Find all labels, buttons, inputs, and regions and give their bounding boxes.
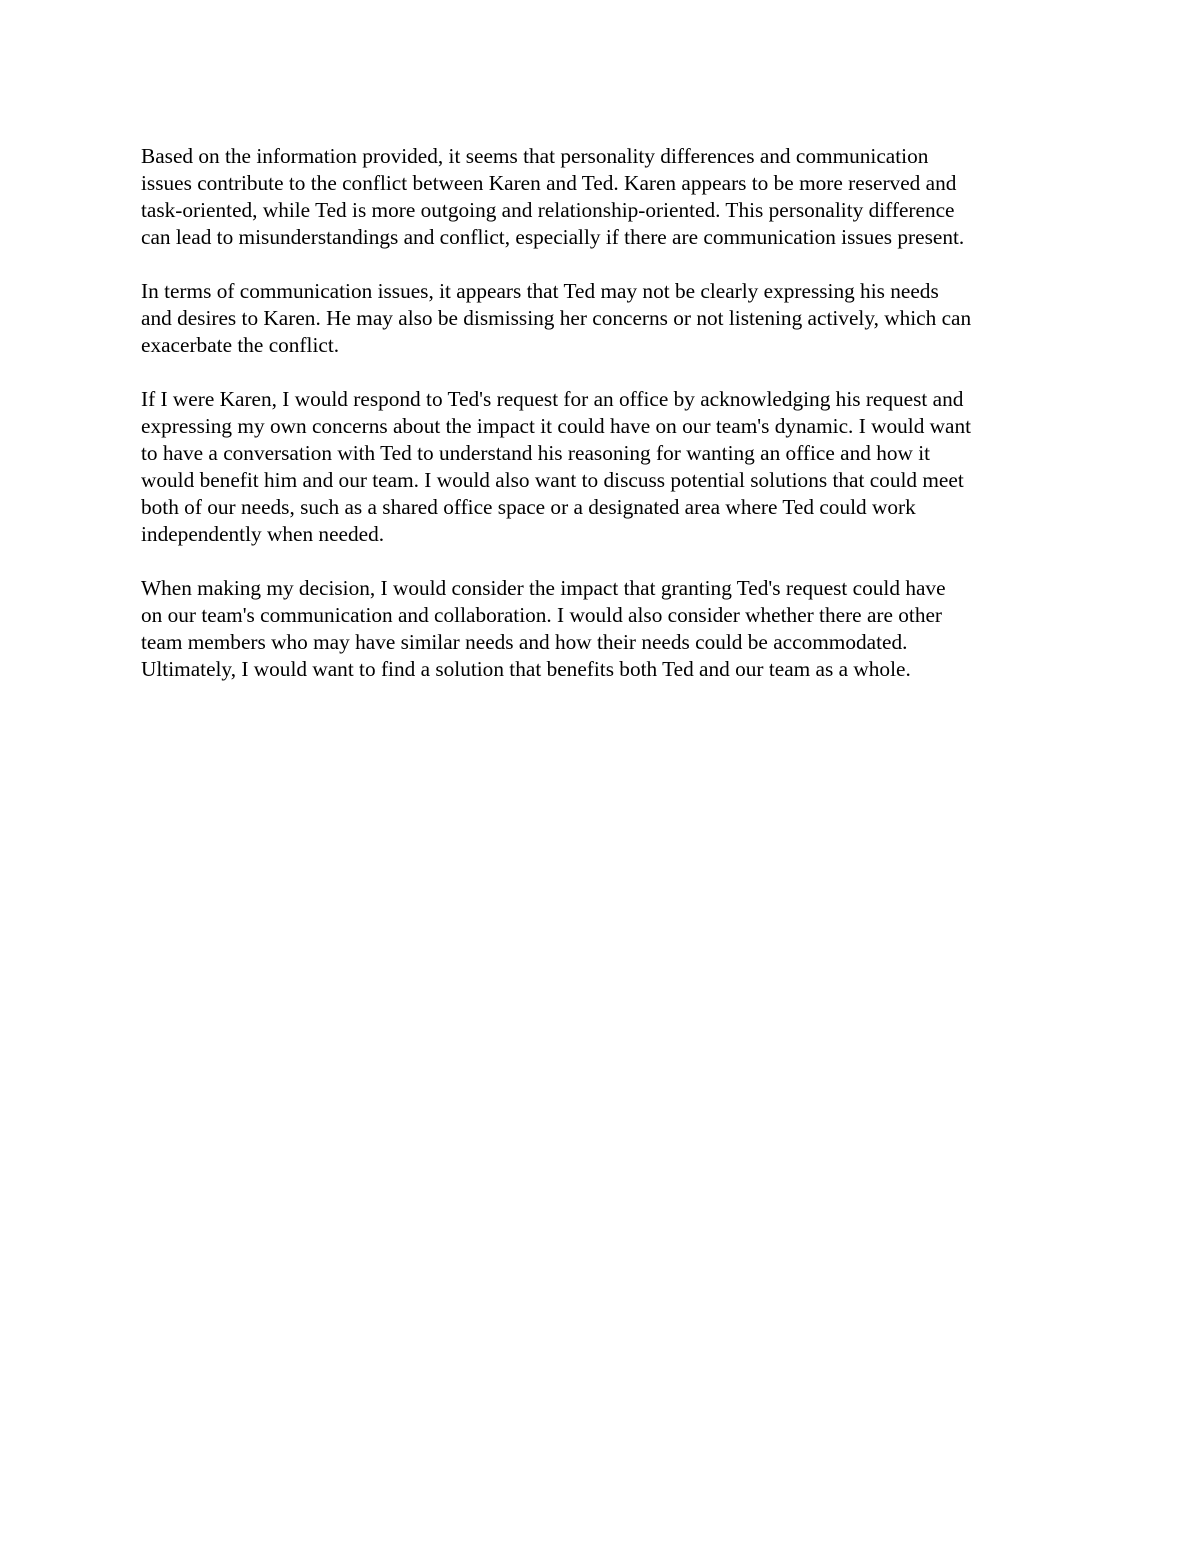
paragraph-1 — [141, 143, 1066, 251]
text-line: to have a conversation with Ted to understand his reasoning for wanting an office and how it — [141, 441, 931, 465]
text-line: In terms of communication issues, it appears that Ted may not be clearly expressing his needs — [141, 279, 939, 303]
text-line: both of our needs, such as a shared office space or a designated area where Ted could work — [141, 495, 916, 519]
text-line: expressing my own concerns about the impact it could have on our team's dynamic. I would want — [141, 414, 972, 438]
paragraph-2 — [141, 278, 1066, 359]
text-line: and desires to Karen. He may also be dismissing her concerns or not listening actively, which can — [141, 306, 972, 330]
text-line: task-oriented, while Ted is more outgoing and relationship-oriented. This personality difference — [141, 198, 955, 222]
text-line: independently when needed. — [141, 522, 385, 546]
paragraph-3 — [141, 386, 1066, 548]
text-line: on our team's communication and collaboration. I would also consider whether there are other — [141, 603, 943, 627]
text-line: would benefit him and our team. I would also want to discuss potential solutions that could meet — [141, 468, 964, 492]
text-line: exacerbate the conflict. — [141, 333, 340, 357]
text-line: When making my decision, I would consider the impact that granting Ted's request could have — [141, 576, 946, 600]
text-line: can lead to misunderstandings and conflict, especially if there are communication issues present. — [141, 225, 965, 249]
text-line: Ultimately, I would want to find a solution that benefits both Ted and our team as a whole. — [141, 657, 911, 681]
text-line: Based on the information provided, it seems that personality differences and communication — [141, 144, 929, 168]
text-line: issues contribute to the conflict between Karen and Ted. Karen appears to be more reserved and — [141, 171, 957, 195]
text-line: team members who may have similar needs and how their needs could be accommodated. — [141, 630, 908, 654]
text-line: If I were Karen, I would respond to Ted's request for an office by acknowledging his request and — [141, 387, 964, 411]
document-body — [141, 143, 1066, 710]
paragraph-4 — [141, 575, 1066, 683]
